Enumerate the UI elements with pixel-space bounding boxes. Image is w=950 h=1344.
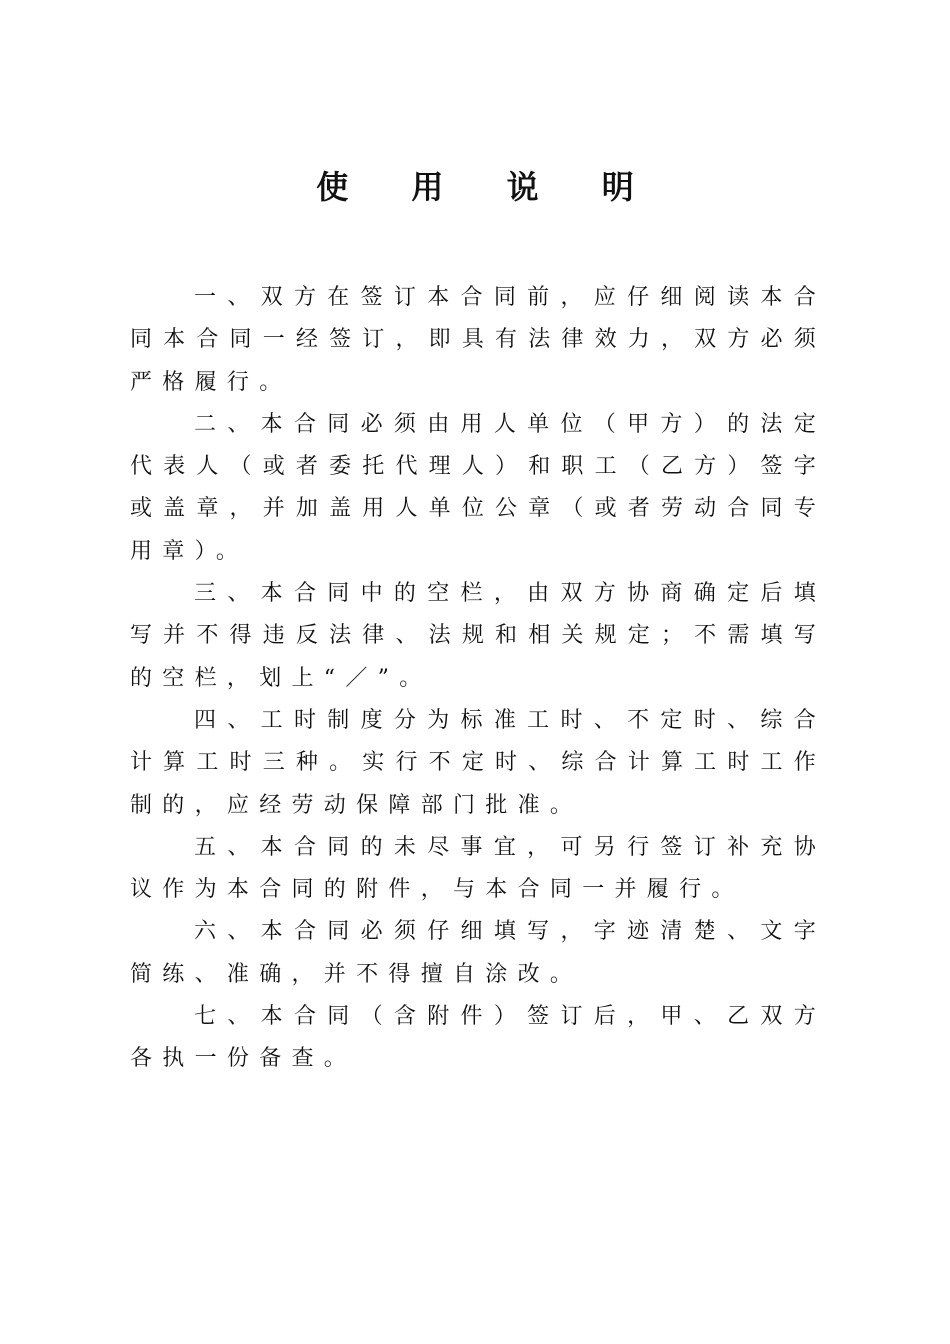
paragraph-4: 四、工时制度分为标准工时、不定时、综合计算工时三种。实行不定时、综合计算工时工作制的，应经劳动保障部门批准。 [130,707,826,818]
paragraph-1: 一、双方在签订本合同前，应仔细阅读本合同本合同一经签订，即具有法律效力，双方必须严格履行。 [130,285,826,395]
paragraph-3: 三、本合同中的空栏，由双方协商确定后填写并不得违反法律、法规和相关规定；不需填写的空栏，划上“／”。 [130,581,826,691]
page-title: 使 用 说 明 [316,168,660,206]
paragraph-6: 六、本合同必须仔细填写，字迹清楚、文字简练、准确，并不得擅自涂改。 [130,919,826,987]
paragraph-7: 七、本合同（含附件）签订后，甲、乙双方各执一份备查。 [130,1004,826,1072]
paragraph-5: 五、本合同的未尽事宜，可另行签订补充协议作为本合同的附件，与本合同一并履行。 [130,834,826,903]
paragraph-2: 二、本合同必须由用人单位（甲方）的法定代表人（或者委托代理人）和职工（乙方）签字或盖章，并加盖用人单位公章（或者劳动合同专用章）。 [130,411,826,564]
instructions-body [130,277,826,1081]
